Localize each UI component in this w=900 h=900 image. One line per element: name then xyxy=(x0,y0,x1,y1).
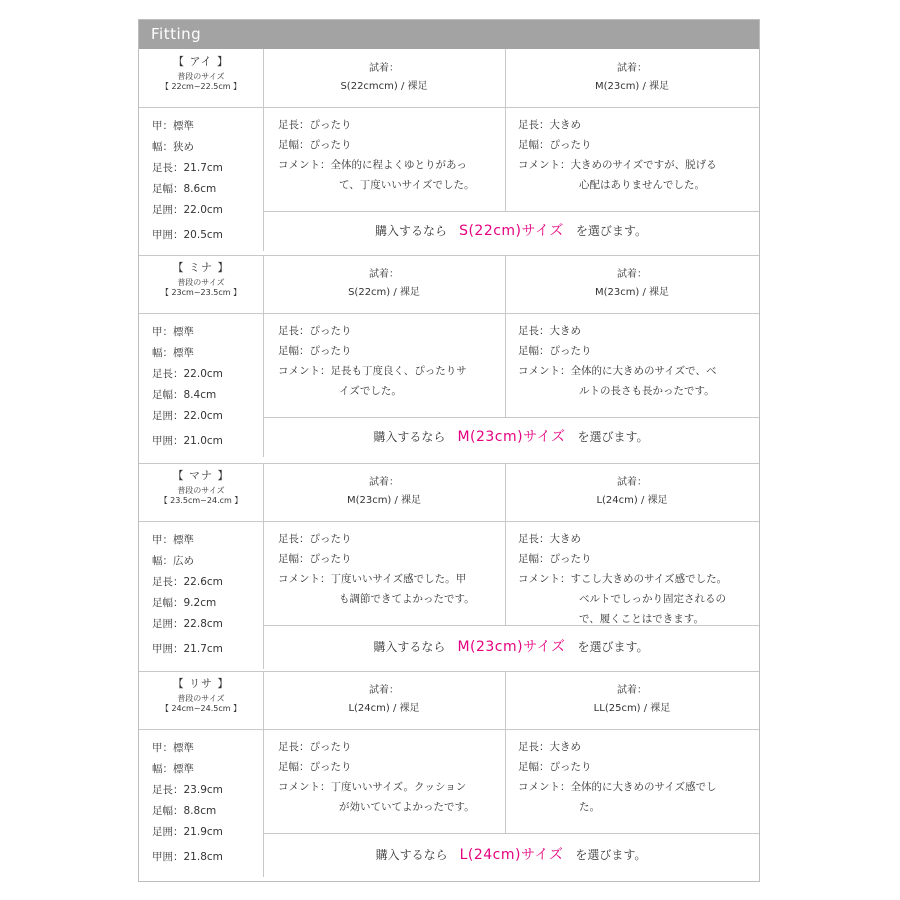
person-name: 【 リサ 】 xyxy=(172,677,230,690)
column-divider xyxy=(263,463,264,669)
comment-line: ルトの長さも長かったです。 xyxy=(579,385,715,397)
comment-left-cell xyxy=(263,729,505,833)
trial-right-size: M(23cm) / 裸足 xyxy=(594,81,670,92)
comment-left-cell xyxy=(263,521,505,625)
measurement-item: 足長：21.7cm xyxy=(152,162,223,174)
trial-label: 試着： xyxy=(617,685,647,696)
measurements-cell xyxy=(139,729,263,877)
comment-line: た。 xyxy=(579,801,600,813)
rec-prefix: 購入するなら xyxy=(375,848,448,862)
measurement-item: 幅：狭め xyxy=(152,141,194,153)
fit-length: 足長：ぴったり xyxy=(278,119,352,131)
row-divider xyxy=(139,521,759,522)
measurement-item: 足長：22.0cm xyxy=(152,368,223,380)
fit-length: 足長：大きめ xyxy=(518,741,581,753)
recommendation-cell xyxy=(263,211,759,251)
usual-size-range: 【 24cm~24.5cm 】 xyxy=(160,704,242,713)
comment-line: コメント：全体的に程よくゆとりがあっ xyxy=(278,159,467,171)
comment-text xyxy=(518,569,753,629)
measurements-cell xyxy=(139,313,263,457)
person-name: 【 マナ 】 xyxy=(172,469,230,482)
trial-label: 試着： xyxy=(369,477,399,488)
comment-line: コメント：全体的に大きめのサイズ感でし xyxy=(518,781,717,793)
recommendation-cell xyxy=(263,417,759,457)
measurement-item: 幅：標準 xyxy=(152,763,194,775)
comment-right-cell xyxy=(505,729,759,833)
measurement-item: 甲：標準 xyxy=(152,742,194,754)
comment-line: が効いていてよかったです。 xyxy=(339,801,475,813)
trial-left-cell xyxy=(263,682,505,729)
usual-size-range: 【 23cm~23.5cm 】 xyxy=(160,288,242,297)
trial-label: 試着： xyxy=(369,63,399,74)
recommended-size: L(24cm)サイズ xyxy=(459,847,564,863)
fitting-table xyxy=(138,19,760,882)
rec-prefix: 購入するなら xyxy=(373,430,446,444)
row-divider xyxy=(263,833,759,834)
measurement-item: 甲：標準 xyxy=(152,120,194,132)
measurement-item: 足幅：9.2cm xyxy=(152,597,217,609)
trial-left-size: S(22cmcm) / 裸足 xyxy=(340,81,428,92)
rec-prefix: 購入するなら xyxy=(375,224,448,238)
comment-right-cell xyxy=(505,313,759,417)
measurement-item: 幅：広め xyxy=(152,555,194,567)
measurement-item: 足幅：8.4cm xyxy=(152,389,217,401)
trial-label: 試着： xyxy=(617,477,647,488)
comment-line: コメント：丁度いいサイズ感でした。甲 xyxy=(278,573,467,585)
comment-line: 心配はありませんでした。 xyxy=(579,179,705,191)
trial-right-size: LL(25cm) / 裸足 xyxy=(593,703,671,714)
usual-size-label: 普段のサイズ xyxy=(177,278,225,287)
measurement-item: 足囲：21.9cm xyxy=(152,826,223,838)
trial-label: 試着： xyxy=(369,269,399,280)
comment-text xyxy=(518,361,753,401)
recommendation-cell xyxy=(263,833,759,877)
measurement-item: 足囲：22.0cm xyxy=(152,204,223,216)
measurement-item: 幅：標準 xyxy=(152,347,194,359)
row-divider xyxy=(139,255,759,256)
usual-size-label: 普段のサイズ xyxy=(177,72,225,81)
recommended-size: M(23cm)サイズ xyxy=(457,429,566,445)
fit-width: 足幅：ぴったり xyxy=(278,345,352,357)
row-divider xyxy=(139,463,759,464)
trial-left-size: L(24cm) / 裸足 xyxy=(348,703,420,714)
column-divider xyxy=(505,463,506,625)
trial-right-size: M(23cm) / 裸足 xyxy=(594,287,670,298)
measurements-cell xyxy=(139,521,263,669)
usual-size-range: 【 23.5cm~24.cm 】 xyxy=(159,496,243,505)
column-divider xyxy=(263,255,264,457)
persona-cell xyxy=(139,469,263,521)
measurement-item: 甲：標準 xyxy=(152,326,194,338)
recommendation-cell xyxy=(263,625,759,669)
fit-width: 足幅：ぴったり xyxy=(518,345,592,357)
row-divider xyxy=(139,671,759,672)
fit-length: 足長：ぴったり xyxy=(278,533,352,545)
measurement-item: 足幅：8.8cm xyxy=(152,805,217,817)
fit-length: 足長：ぴったり xyxy=(278,741,352,753)
rec-suffix: を選びます。 xyxy=(577,640,649,654)
comment-line: イズでした。 xyxy=(339,385,402,397)
comment-line: も調節できてよかったです。 xyxy=(339,593,475,605)
trial-left-size: M(23cm) / 裸足 xyxy=(346,495,422,506)
fit-width: 足幅：ぴったり xyxy=(278,139,352,151)
measurement-item: 足囲：22.8cm xyxy=(152,618,223,630)
measurement-item: 甲囲：20.5cm xyxy=(152,229,223,241)
comment-right-cell xyxy=(505,107,759,211)
fit-length: 足長：ぴったり xyxy=(278,325,352,337)
comment-text xyxy=(278,569,499,609)
row-divider xyxy=(139,107,759,108)
column-divider xyxy=(263,49,264,251)
trial-left-cell xyxy=(263,266,505,313)
rec-suffix: を選びます。 xyxy=(575,848,647,862)
trial-right-cell xyxy=(505,266,759,313)
row-divider xyxy=(139,313,759,314)
measurement-item: 足幅：8.6cm xyxy=(152,183,217,195)
fitting-header: Fitting xyxy=(139,20,759,49)
person-name: 【 アイ 】 xyxy=(172,55,229,68)
trial-left-cell xyxy=(263,60,505,107)
fit-width: 足幅：ぴったり xyxy=(518,139,592,151)
column-divider xyxy=(505,49,506,211)
row-divider xyxy=(139,729,759,730)
fit-width: 足幅：ぴったり xyxy=(518,761,592,773)
fit-length: 足長：大きめ xyxy=(518,533,581,545)
row-divider xyxy=(263,417,759,418)
recommended-size: S(22cm)サイズ xyxy=(459,223,564,239)
comment-line: コメント：全体的に大きめのサイズで、ベ xyxy=(518,365,717,377)
comment-line: ベルトでしっかり固定されるの xyxy=(579,593,726,605)
measurement-item: 足囲：22.0cm xyxy=(152,410,223,422)
comment-right-cell xyxy=(505,521,759,625)
comment-text xyxy=(278,361,499,401)
persona-cell xyxy=(139,55,263,107)
row-divider xyxy=(263,211,759,212)
comment-text xyxy=(278,777,499,817)
recommended-size: M(23cm)サイズ xyxy=(457,639,566,655)
fit-length: 足長：大きめ xyxy=(518,119,581,131)
comment-left-cell xyxy=(263,313,505,417)
rec-suffix: を選びます。 xyxy=(575,224,647,238)
fit-length: 足長：大きめ xyxy=(518,325,581,337)
comment-left-cell xyxy=(263,107,505,211)
comment-line: コメント：大きめのサイズですが、脱げる xyxy=(518,159,717,171)
persona-cell xyxy=(139,261,263,313)
measurement-item: 甲：標準 xyxy=(152,534,194,546)
comment-text xyxy=(518,777,753,817)
trial-label: 試着： xyxy=(617,63,647,74)
trial-left-size: S(22cm) / 裸足 xyxy=(348,287,420,298)
person-name: 【 ミナ 】 xyxy=(172,261,230,274)
fit-width: 足幅：ぴったり xyxy=(278,761,352,773)
fit-width: 足幅：ぴったり xyxy=(518,553,592,565)
trial-label: 試着： xyxy=(369,685,399,696)
measurement-item: 甲囲：21.7cm xyxy=(152,643,223,655)
trial-right-cell xyxy=(505,60,759,107)
measurements-cell xyxy=(139,107,263,251)
column-divider xyxy=(505,255,506,417)
comment-line: で、履くことはできます。 xyxy=(579,613,704,625)
comment-line: コメント：足長も丁度良く、ぴったりサ xyxy=(278,365,467,377)
measurement-item: 甲囲：21.0cm xyxy=(152,435,223,447)
comment-text xyxy=(278,155,499,195)
measurement-item: 足長：23.9cm xyxy=(152,784,223,796)
comment-text xyxy=(518,155,753,195)
fit-width: 足幅：ぴったり xyxy=(278,553,352,565)
measurement-item: 足長：22.6cm xyxy=(152,576,223,588)
comment-line: コメント：すこし大きめのサイズ感でした。 xyxy=(518,573,728,585)
rec-suffix: を選びます。 xyxy=(577,430,649,444)
column-divider xyxy=(505,671,506,833)
comment-line: コメント：丁度いいサイズ。クッション xyxy=(278,781,467,793)
trial-right-size: L(24cm) / 裸足 xyxy=(596,495,668,506)
usual-size-label: 普段のサイズ xyxy=(177,694,225,703)
column-divider xyxy=(263,671,264,877)
trial-right-cell xyxy=(505,474,759,521)
usual-size-range: 【 22cm~22.5cm 】 xyxy=(160,82,242,91)
row-divider xyxy=(263,625,759,626)
trial-left-cell xyxy=(263,474,505,521)
persona-cell xyxy=(139,677,263,729)
trial-label: 試着： xyxy=(617,269,647,280)
measurement-item: 甲囲：21.8cm xyxy=(152,851,223,863)
comment-line: て、丁度いいサイズでした。 xyxy=(339,179,475,191)
trial-right-cell xyxy=(505,682,759,729)
rec-prefix: 購入するなら xyxy=(373,640,446,654)
usual-size-label: 普段のサイズ xyxy=(177,486,225,495)
